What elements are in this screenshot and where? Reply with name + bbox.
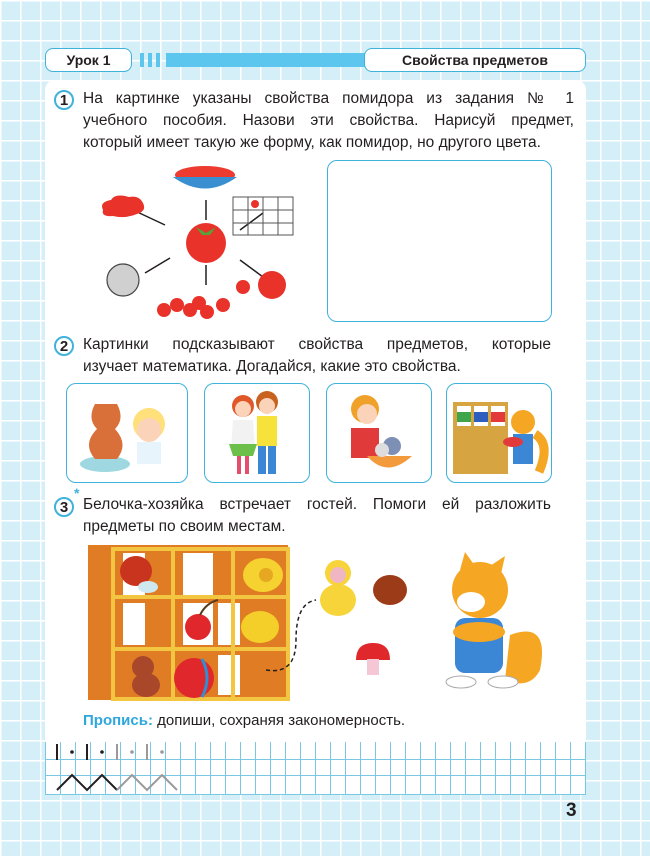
task-2-line: изучает математика. Догадайся, какие это свойства. <box>83 358 461 375</box>
red-mushroom-icon <box>356 643 390 675</box>
picture-girl-with-kittens <box>326 383 432 483</box>
lesson-label: Урок 1 <box>45 48 132 72</box>
picture-girl-and-boy-height <box>204 383 310 483</box>
task-number-1: 1 <box>54 90 74 110</box>
task-3-text <box>83 494 551 538</box>
task-3-line: предметы по своим местам. <box>83 518 286 535</box>
page-number: 3 <box>566 800 577 821</box>
walnut-icon <box>373 575 407 605</box>
small-tomato-icon <box>236 280 250 294</box>
tomato-center-icon <box>186 223 226 263</box>
picture-boy-with-clay-vase <box>66 383 188 483</box>
lemon-icon <box>241 611 279 643</box>
clay-vase-icon <box>67 384 187 482</box>
squirrel-character <box>435 550 550 695</box>
children-height-icon <box>205 384 309 482</box>
tomato-group-icon <box>157 296 230 319</box>
star-mark: * <box>74 485 80 501</box>
task-3-line: Белочка-хозяйка встречает гостей. Помоги ей разложить <box>83 496 551 513</box>
task-1-line: учебного пособия. Назови эти свойства. Нарисуй предмет, <box>83 112 574 129</box>
task-1-line: который имеет такую же форму, как помидор, но другого цвета. <box>83 134 541 151</box>
propis-instruction: допиши, сохраняя закономерность. <box>157 712 406 729</box>
shelf-illustration <box>88 545 318 705</box>
header-strip <box>166 53 366 67</box>
yellow-mushroom-icon <box>243 558 283 592</box>
topic-title: Свойства предметов <box>364 48 586 72</box>
propis-pattern <box>45 742 586 794</box>
task-number-3: 3 <box>54 497 74 517</box>
large-tomato-icon <box>258 271 286 299</box>
task-1-text <box>83 88 574 154</box>
loose-items <box>318 555 428 680</box>
task-1-line: На картинке указаны свойства помидора из задания № 1 <box>83 90 574 107</box>
tomato-properties-diagram <box>95 155 320 325</box>
task-2-line: Картинки подсказывают свойства предметов, которые <box>83 336 551 353</box>
propis-label: Пропись: <box>83 712 153 729</box>
red-ball-icon <box>174 658 214 698</box>
header-strip-tick <box>148 53 152 67</box>
propis-line <box>83 712 405 729</box>
roly-poly-toy-icon <box>320 560 356 616</box>
girl-kittens-icon <box>327 384 431 482</box>
header-strip-tick <box>156 53 160 67</box>
squirrel-shelf-icon <box>447 384 551 482</box>
task-2-text <box>83 334 551 378</box>
gray-ball-icon <box>107 264 139 296</box>
tomato-bowl-icon <box>173 166 237 189</box>
task-number-2: 2 <box>54 336 74 356</box>
juice-puddle-icon <box>102 196 144 218</box>
header-strip-tick <box>140 53 144 67</box>
picture-squirrel-with-bowls <box>446 383 552 483</box>
drawing-area[interactable] <box>327 160 552 322</box>
